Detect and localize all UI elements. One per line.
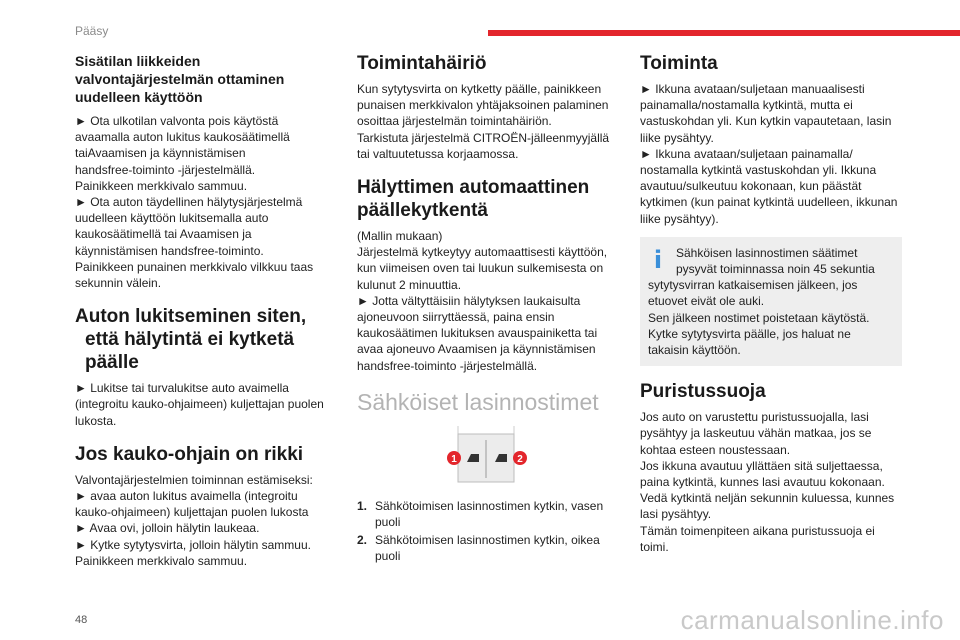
column-middle [357, 52, 613, 567]
text-line: ajoneuvoon siirryttäessä, paina ensin [357, 310, 555, 325]
header-accent-bar [488, 30, 960, 36]
page-number: 48 [75, 614, 88, 626]
legend-text: Sähkötoimisen lasinnostimen kytkin, vasen puoli [375, 498, 604, 530]
text-line: kaukosäätimen lukituksen avauspainiketta tai [357, 326, 598, 341]
text-line: osoittaa järjestelmän toimintahäiriön. [357, 114, 552, 129]
text-line: Valvontajärjestelmien toiminnan estämiseksi: [75, 472, 313, 487]
text-line: kytkimen (kun painat kytkintä uudelleen, ikkunan [640, 195, 898, 210]
info-icon: i [653, 245, 663, 274]
operation-heading: Toiminta [640, 53, 718, 74]
text-line: ► Ikkuna avataan/suljetaan painamalla/ [640, 146, 853, 161]
text-line: lasi pysähtyy. [640, 507, 712, 522]
text-line: ► avaa auton lukitus avaimella (integroitu [75, 489, 298, 504]
pinch-protection-heading: Puristussuoja [640, 381, 766, 403]
text-line: sytytysvirran katkaisemisen jälkeen, jos [648, 278, 858, 293]
text-line: Järjestelmä kytkeytyy automaattisesti käyttöön, [357, 245, 608, 260]
text-line: ► Lukitse tai turvalukitse auto avaimella [75, 381, 289, 396]
broken-remote-text [75, 472, 327, 569]
text-line: lukosta. [75, 413, 117, 428]
legend-number: 2. [357, 533, 368, 548]
malfunction-text [357, 81, 613, 162]
text-line: ► Jotta vältyttäisiin hälytyksen laukaisulta [357, 293, 581, 308]
lock-heading: Auton lukitseminen siten, että hälytintä ei kytketä päälle [75, 306, 307, 374]
switch-legend [357, 498, 613, 565]
legend-item [357, 532, 613, 564]
text-line: Painikkeen punainen merkkivalo vilkkuu taas [75, 259, 314, 274]
info-note [640, 237, 902, 366]
column-left [75, 52, 327, 569]
text-line: käynnistämisen handsfree-toiminto. [75, 243, 264, 258]
text-line: (integroitu kauko-ohjaimeen) kuljettajan puolen [75, 397, 324, 412]
lock-text [75, 380, 327, 429]
power-windows-heading: Sähköiset lasinnostimet [357, 388, 599, 415]
legend-number: 1. [357, 498, 368, 513]
legend-text: Sähkötoimisen lasinnostimen kytkin, oikea puoli [375, 533, 600, 564]
window-switch-illustration [357, 426, 613, 486]
text-line: Tämän toimenpiteen aikana puristussuoja ei [640, 523, 875, 538]
operation-text [640, 81, 902, 227]
legend-item [357, 498, 613, 530]
text-line: Kun sytytysvirta on kytketty päälle, painikkeen [357, 82, 602, 96]
text-line: avaa ajoneuvo Avaamisen ja käynnistämisen [357, 342, 596, 357]
text-line: (Mallin mukaan) [357, 229, 443, 244]
text-line: handsfree-toiminto -järjestelmällä. [75, 162, 256, 177]
text-line: Sähköisen lasinnostimen säätimet [676, 245, 858, 260]
text-line: Sen jälkeen nostimet poistetaan käytöstä. [648, 310, 870, 325]
text-line: vastuskohdan yli. Kun kytkin vapautetaan, lasin [640, 114, 892, 129]
text-line: ► Kytke sytytysvirta, jolloin hälytin sammuu. [75, 537, 311, 552]
text-line: avautuu/sulkeutuu kokonaan, kun päästät [640, 179, 862, 194]
text-line: ► Ikkuna avataan/suljetaan manuaalisesti [640, 82, 865, 96]
text-line: pysyvät toiminnassa noin 45 sekuntia [676, 262, 875, 277]
text-line: nostamalla kytkintä vastuskohdan yli. Ikkuna [640, 163, 877, 178]
text-line: etuovet eivät ole auki. [648, 294, 765, 309]
text-line: liike pysähtyy). [640, 211, 719, 226]
text-line: Painikkeen merkkivalo sammuu. [75, 178, 248, 193]
text-line: Kytke sytytysvirta päälle, jos haluat ne [648, 326, 851, 341]
callout-1: 1 [451, 453, 457, 465]
auto-arming-heading: Hälyttimen automaattinen päällekytkentä [357, 177, 590, 222]
text-line: Jos ikkuna avautuu yllättäen sitä suljettaessa, [640, 458, 883, 473]
text-line: painamalla/nostamalla kytkintä, mutta ei [640, 98, 853, 113]
text-line: kauko-ohjaimeen) kuljettajan puolen lukosta [75, 505, 309, 520]
text-line: kulunut 2 minuuttia. [357, 277, 462, 292]
text-line: Jos auto on varustettu puristussuojalla, lasi [640, 410, 869, 425]
text-line: Vedä kytkintä neljän sekunnin kuluessa, kunnes [640, 491, 895, 506]
text-line: tai valtuutetussa korjaamossa. [357, 146, 519, 161]
pinch-protection-text [640, 409, 902, 555]
malfunction-heading: Toimintahäiriö [357, 53, 487, 74]
reactivate-text [75, 113, 327, 291]
text-line: Tarkistuta järjestelmä CITROËN-jälleenmyyjällä [357, 130, 610, 145]
text-line: toimi. [640, 539, 669, 554]
broken-remote-heading: Jos kauko-ohjain on rikki [75, 443, 304, 465]
text-line: takaisin käyttöön. [648, 343, 741, 358]
watermark: carmanualsonline.info [680, 605, 944, 635]
text-line: liike pysähtyy. [640, 130, 714, 145]
text-line: punaisen merkkivalon yhtäjaksoinen palaminen [357, 98, 609, 113]
text-line: handsfree-toiminto -järjestelmällä. [357, 358, 538, 373]
text-line: kun viimeisen oven tai luukun sulkemisesta on [357, 261, 604, 276]
text-line: paina kytkintä, kunnes lasi avautuu kokonaan. [640, 475, 885, 490]
text-line: kohtaa esteen noustessaan. [640, 442, 791, 457]
text-line: pysähtyy ja laskeutuu vähän matkaa, jos se [640, 426, 872, 441]
text-line: ► Ota ulkotilan valvonta pois käytöstä [75, 114, 279, 128]
text-line: Painikkeen merkkivalo sammuu. [75, 553, 248, 568]
callout-2: 2 [517, 453, 523, 465]
text-line: kaukosäätimellä tai Avaamisen ja [75, 227, 252, 242]
auto-arming-text [357, 228, 613, 374]
column-right [640, 52, 902, 555]
text-line: ► Ota auton täydellinen hälytysjärjestelmä [75, 195, 303, 210]
text-line: sekunnin välein. [75, 276, 162, 291]
text-line: ► Avaa ovi, jolloin hälytin laukeaa. [75, 521, 260, 536]
text-line: avaamalla auton lukitus kaukosäätimellä [75, 130, 290, 145]
reactivate-heading: Sisätilan liikkeiden valvontajärjestelmän ottaminen uudelleen käyttöön [75, 53, 285, 105]
text-line: taiAvaamisen ja käynnistämisen [75, 146, 246, 161]
window-switch-icon [357, 426, 613, 486]
section-title: Pääsy [75, 24, 109, 38]
text-line: uudelleen käyttöön lukitsemalla auto [75, 211, 269, 226]
